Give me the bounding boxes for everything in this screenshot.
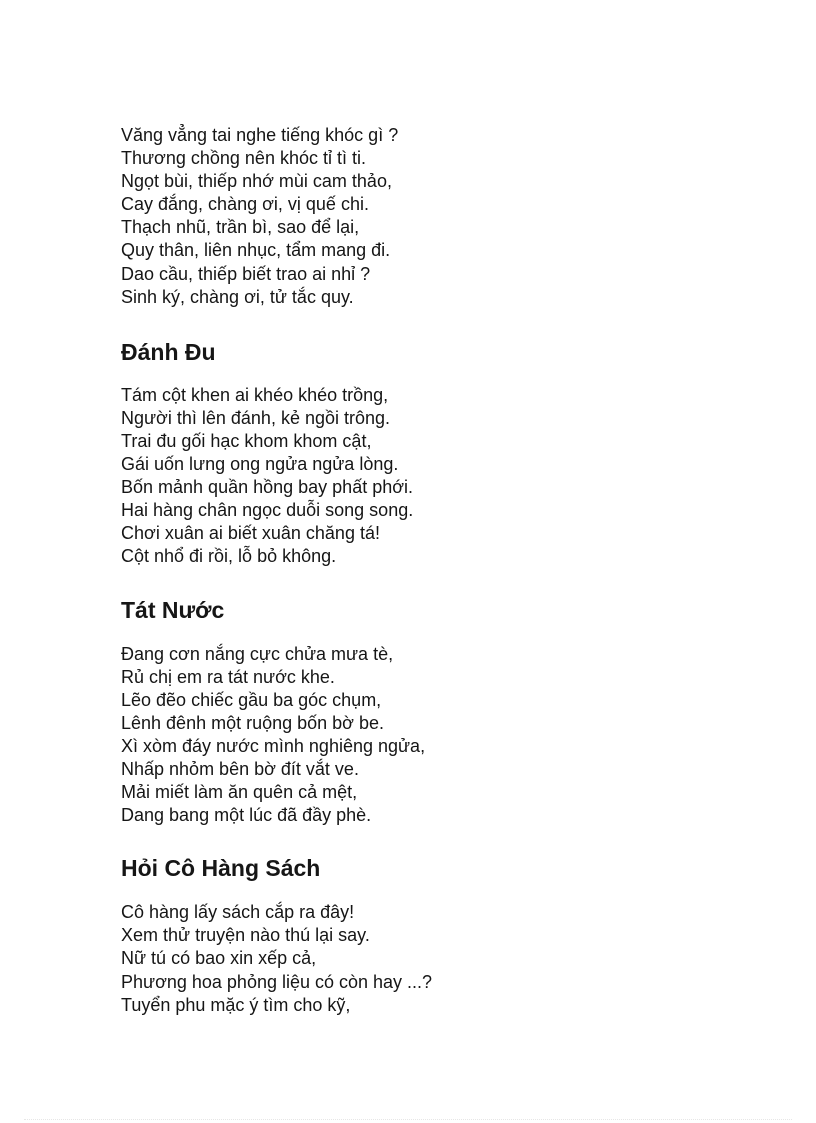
poem-line: Thương chồng nên khóc tỉ tì ti.	[121, 148, 366, 169]
poem-line: Rủ chị em ra tát nước khe.	[121, 666, 335, 687]
poem-stanza-4	[121, 901, 761, 1016]
poem-line: Phương hoa phỏng liệu có còn hay ...?	[121, 971, 433, 992]
poem-line: Hai hàng chân ngọc duỗi song song.	[121, 500, 414, 521]
poem-line: Lẽo đẽo chiếc gầu ba góc chụm,	[121, 689, 382, 710]
poem-line: Quy thân, liên nhục, tẩm mang đi.	[121, 240, 391, 261]
poem-stanza-3	[121, 643, 761, 828]
poem-line: Đang cơn nắng cực chửa mưa tè,	[121, 643, 394, 664]
poem-stanza-2	[121, 384, 761, 569]
poem-line: Nữ tú có bao xin xếp cả,	[121, 948, 317, 969]
poem-line: Mải miết làm ăn quên cả mệt,	[121, 782, 358, 803]
poem-line: Cay đắng, chàng ơi, vị quế chi.	[121, 194, 369, 215]
poem-title-tat-nuoc: Tát Nước	[121, 596, 225, 623]
poem-line: Người thì lên đánh, kẻ ngồi trông.	[121, 407, 391, 428]
poem-line: Văng vẳng tai nghe tiếng khóc gì ?	[121, 125, 399, 145]
poem-line: Ngọt bùi, thiếp nhớ mùi cam thảo,	[121, 171, 392, 192]
poem-line: Bốn mảnh quần hồng bay phất phới.	[121, 477, 414, 498]
poem-line: Sinh ký, chàng ơi, tử tắc quy.	[121, 286, 354, 307]
poem-line: Cột nhổ đi rồi, lỗ bỏ không.	[121, 546, 337, 567]
poem-line: Gái uốn lưng ong ngửa ngửa lòng.	[121, 454, 399, 475]
poem-line: Nhấp nhỏm bên bờ đít vắt ve.	[121, 758, 359, 779]
poem-line: Tám cột khen ai khéo khéo trồng,	[121, 384, 389, 405]
poem-line: Dao cầu, thiếp biết trao ai nhỉ ?	[121, 263, 371, 284]
poem-line: Lênh đênh một ruộng bốn bờ be.	[121, 712, 385, 733]
document-page	[121, 124, 761, 1017]
poem-line: Dang bang một lúc đã đầy phè.	[121, 805, 372, 826]
poem-line: Chơi xuân ai biết xuân chăng tá!	[121, 523, 380, 544]
poem-line: Xem thử truyện nào thú lại say.	[121, 925, 370, 946]
poem-line: Cô hàng lấy sách cắp ra đây!	[121, 902, 355, 923]
poem-line: Xì xòm đáy nước mình nghiêng ngửa,	[121, 735, 426, 756]
poem-line: Trai đu gối hạc khom khom cật,	[121, 430, 372, 451]
poem-line: Tuyển phu mặc ý tìm cho kỹ,	[121, 994, 351, 1015]
poem-title-hoi-co-hang-sach: Hỏi Cô Hàng Sách	[121, 855, 321, 882]
poem-line: Thạch nhũ, trần bì, sao để lại,	[121, 217, 360, 238]
poem-stanza-1	[121, 124, 761, 309]
poem-title-danh-du: Đánh Đu	[121, 338, 216, 365]
page-bottom-divider	[24, 1119, 792, 1120]
